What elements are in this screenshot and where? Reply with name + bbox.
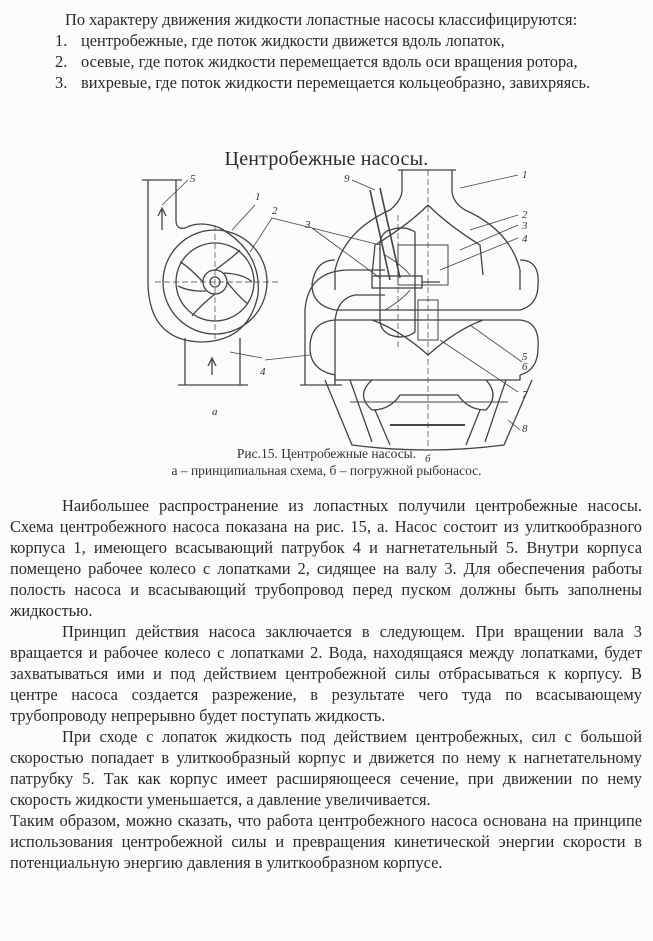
list-item-text: вихревые, где поток жидкости перемещается кольцеобразно, завихряясь. [81, 73, 591, 92]
body-text [10, 495, 642, 873]
callout-label: 4 [260, 366, 266, 378]
callout-label: 4 [522, 233, 528, 245]
callout-label: 5 [522, 351, 528, 363]
scheme-sublabel: а [212, 406, 218, 418]
list-item-number: 2. [55, 52, 68, 71]
callout-label: 3 [522, 220, 528, 232]
callout-label: 9 [344, 173, 350, 185]
callout-label: 8 [522, 423, 528, 435]
paragraph: При сходе с лопаток жидкость под действием центробежных, сил с большой скоростью попадает в улиткообразный корпус и движется по нему к нагнетательному патрубку 5. Так как корпус имеет расширяющееся сечение, при движении по нему скорость жидкости уменьшается, а давление увеличивается. [10, 727, 642, 809]
paragraph: Принцип действия насоса заключается в следующем. При вращении вала 3 вращается и рабочее колесо с лопатками 2. Вода, находящаяся между лопатками, будет захватываться ими и под действием центробежной силы отбрасываться к корпусу. В центре насоса создается разрежение, в результате чего туда по всасывающему трубопроводу непрерывно будет поступать жидкость. [10, 622, 642, 725]
caption-title: Рис.15. Центробежные насосы. [236, 446, 417, 461]
list-item-number: 1. [55, 31, 68, 50]
paragraph: Таким образом, можно сказать, что работа центробежного насоса основана на принципе использования центробежной силы и превращения кинетической энергии скорости в потенциальную энергию давления в улиткообразном корпусе. [10, 811, 642, 872]
callout-label: 6 [522, 361, 528, 373]
callout-label: 2 [272, 205, 278, 217]
callout-label: 7 [522, 389, 528, 401]
paragraph: Наибольшее распространение из лопастных получили центробежные насосы. Схема центробежного насоса показана на рис. 15, а. Насос состоит из улиткообразного корпуса 1, имеющего всасывающий патрубок 4 и нагнетательный 5. Внутри корпуса помещено рабочее колесо с лопатками 2, сидящее на валу 3. Для обеспечения работы полость насоса и всасывающий трубопровод перед пуском должны быть заполнены жидкостью. [10, 496, 642, 620]
submersible-fish-pump [310, 170, 538, 450]
pump-sublabel: б [425, 453, 431, 465]
intro-section [10, 9, 642, 93]
list-item [10, 30, 642, 51]
callout-label: 5 [190, 173, 196, 185]
callout-label: 2 [522, 209, 528, 221]
section-title: Центробежные насосы. [224, 148, 429, 170]
callout-label: 1 [522, 169, 528, 181]
callout-label: 1 [255, 191, 261, 203]
intro-lead: По характеру движения жидкости лопастные насосы классифицируются: [65, 10, 578, 29]
figure-caption [0, 445, 653, 479]
list-item [10, 72, 642, 93]
list-item [10, 51, 642, 72]
list-item-text: осевые, где поток жидкости перемещается вдоль оси вращения ротора, [81, 52, 578, 71]
caption-subtitle: а – принципиальная схема, б – погружной рыбонасос. [171, 463, 482, 478]
callout-label: 3 [305, 219, 311, 231]
list-item-number: 3. [55, 73, 68, 92]
centrifugal-pump-scheme [142, 180, 440, 385]
list-item-text: центробежные, где поток жидкости движется вдоль лопаток, [81, 31, 505, 50]
